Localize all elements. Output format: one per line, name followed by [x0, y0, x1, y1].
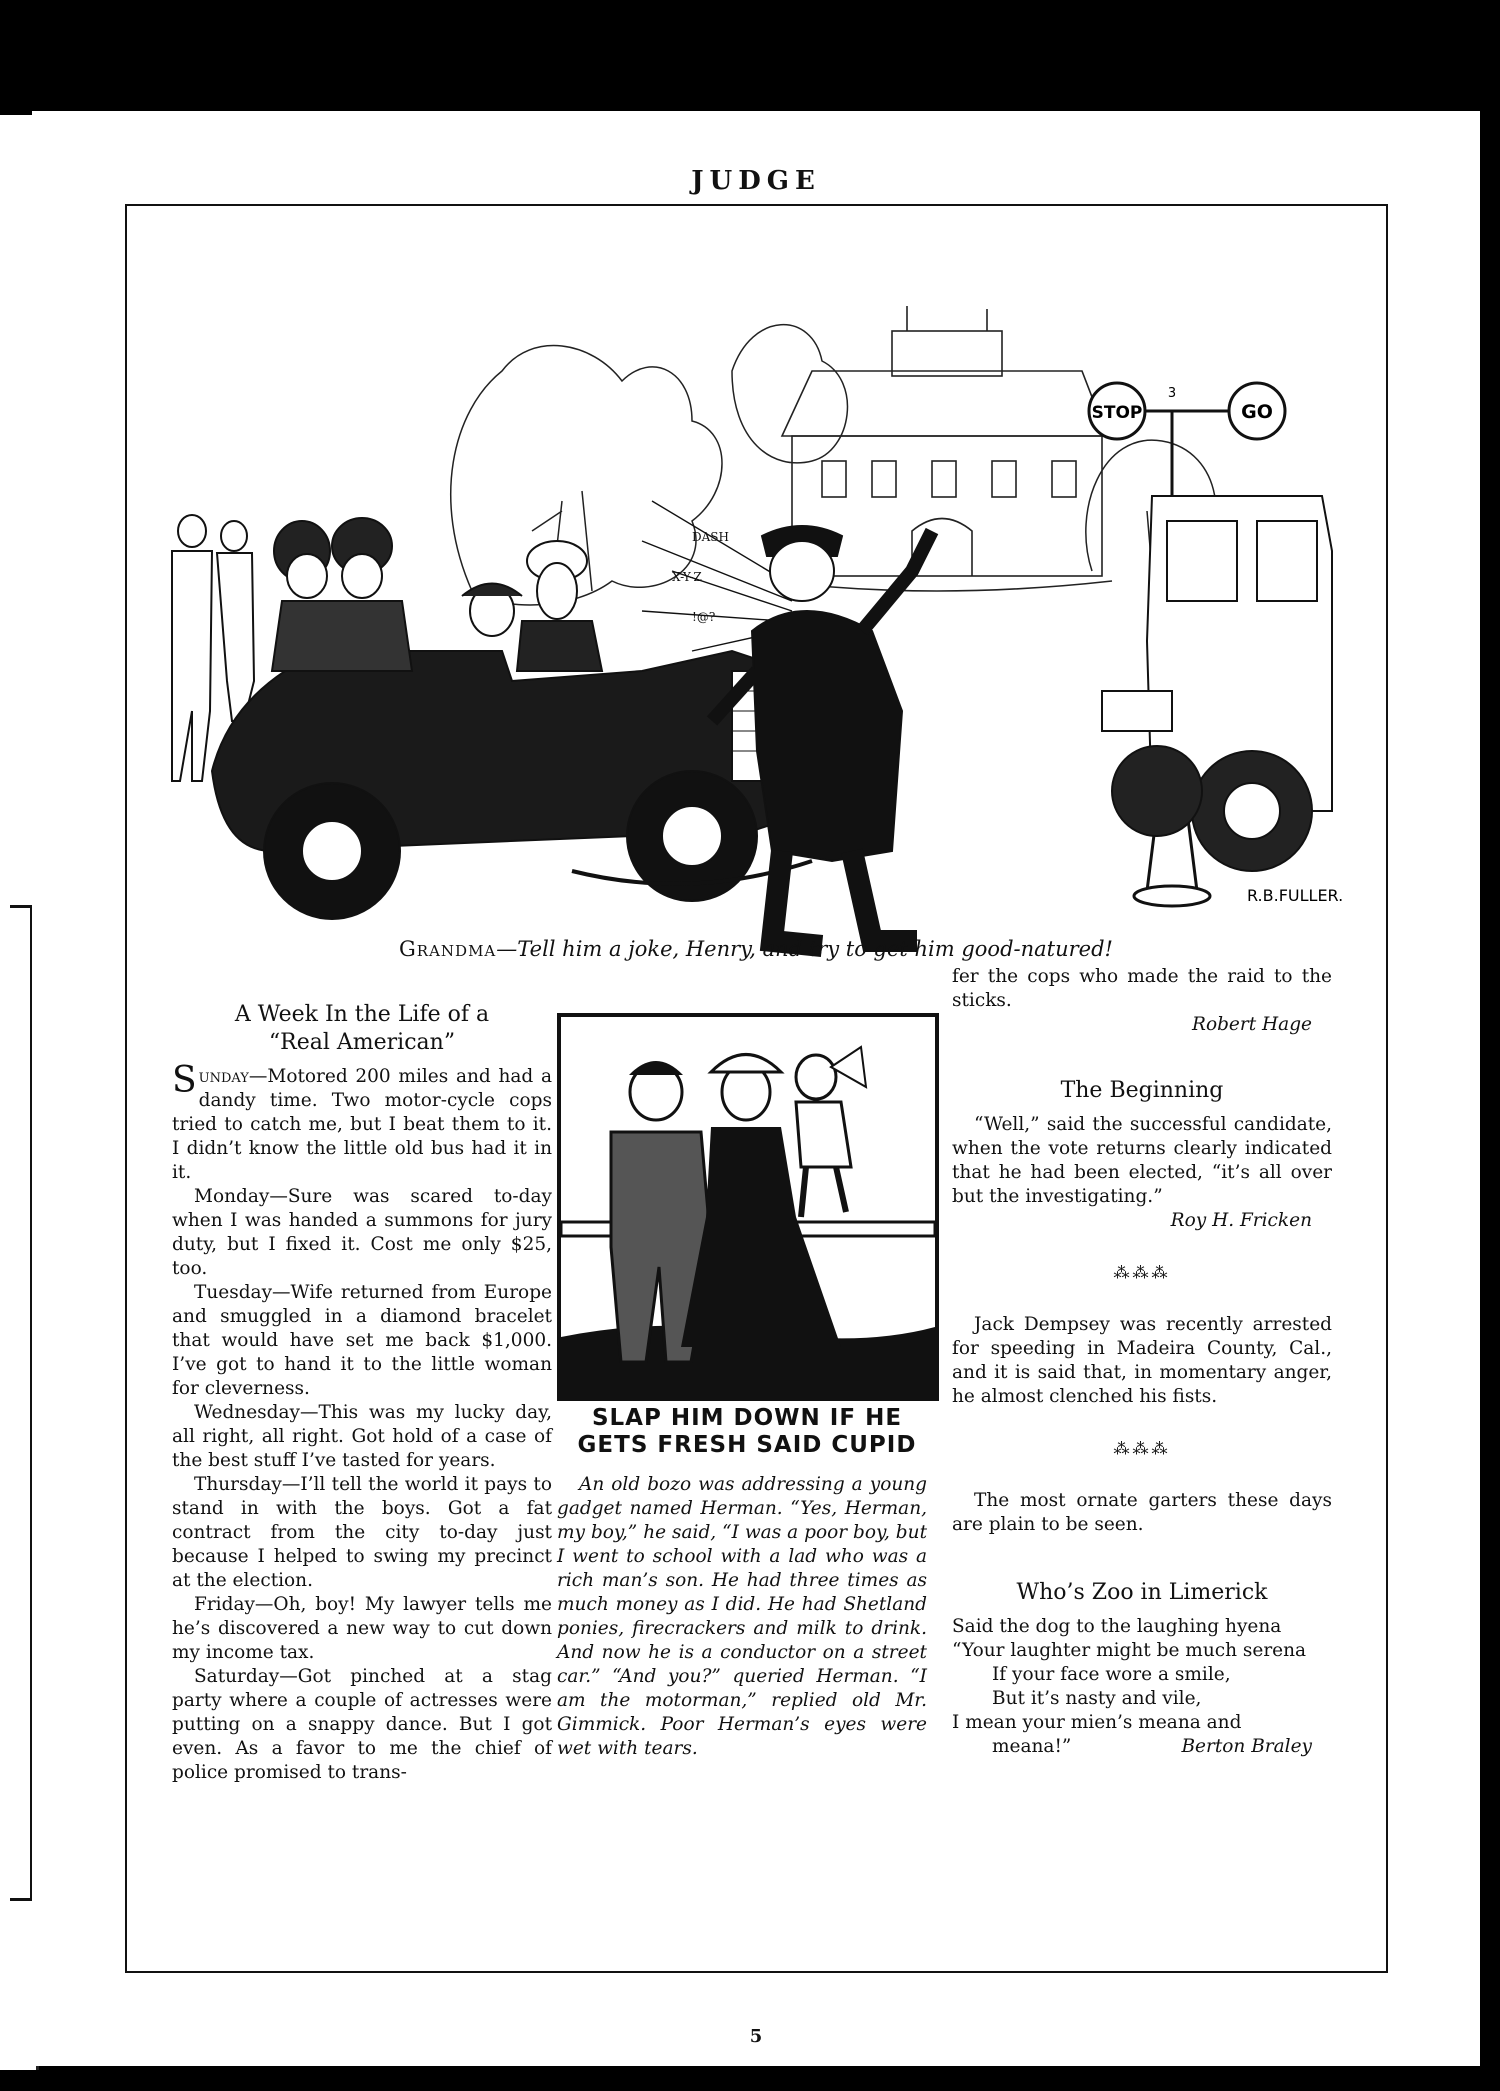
herman-joke [557, 1473, 927, 1761]
article-week-in-life [172, 1001, 552, 1785]
herman-joke-text: An old bozo was addressing a young gadget named Herman. “Yes, Herman, my boy,” he said, “I was a poor boy, but I went to school with a lad who was a rich man’s son. He had three times as much money as I did. He had Shetland ponies, firecrackers and milk to drink. And now he is a conductor on a street car.” “And you?” queried Herman. “I am the motorman,” replied old Mr. Gimmick. Poor Herman’s eyes were wet with tears. [557, 1474, 927, 1759]
right-column [952, 965, 1332, 1759]
author-berton-braley: Berton Braley [1181, 1736, 1312, 1757]
cartoon-caption [32, 937, 1480, 961]
cupid-illustration [557, 1013, 939, 1401]
author-roy-fricken: Roy H. Fricken [1170, 1210, 1312, 1231]
cupid-title-line1: SLAP HIM DOWN IF HE [591, 1405, 903, 1431]
beginning-text: “Well,” said the successful candidate, when the vote returns clearly indicated that he had been elected, “it’s all over but the investigating.” [952, 1114, 1332, 1207]
paragraph-friday: Friday—Oh, boy! My lawyer tells me he’s discovered a new way to cut down my income tax. [172, 1594, 552, 1663]
dempsey-text: Jack Dempsey was recently arrested for speeding in Madeira County, Cal., and it is said that, in momentary anger, he almost clenched his fists. [952, 1314, 1332, 1407]
limerick-line: But it’s nasty and vile, [992, 1688, 1202, 1709]
paragraph-wednesday: Wednesday—This was my lucky day, all right, all right. Got hold of a case of the best stuff I’ve tasted for years. [172, 1402, 552, 1471]
limerick-title: Who’s Zoo in Limerick [1016, 1580, 1268, 1605]
limerick-line: I mean your mien’s meana and [952, 1712, 1242, 1733]
beginning-title: The Beginning [1060, 1078, 1224, 1103]
caption-speaker: Grandma [399, 937, 497, 961]
limerick-poem [952, 1615, 1332, 1759]
sunday-text: —Motored 200 miles and had a dandy time. Two motor-cycle cops tried to catch me, but I beat them to it. I didn’t know the little old bus had it in it. [172, 1066, 552, 1183]
sign-pole-number: 3 [1167, 386, 1177, 401]
magazine-page [32, 111, 1480, 2066]
paragraph-thursday: Thursday—I’ll tell the world it pays to stand in with the boys. Got a fat contract from the city to-day just because I helped to swing my precinct at the election. [172, 1474, 552, 1591]
caption-line: —Tell him a joke, Henry, and try to get him good-natured! [496, 937, 1113, 961]
svg-text:!@?: !@? [692, 610, 716, 624]
sunday-label: unday [198, 1066, 249, 1087]
limerick-line: meana!” [992, 1736, 1072, 1757]
watermark: comicbooks.com [1202, 2036, 1482, 2071]
article-title [172, 1001, 552, 1057]
article-title-line2: “Real American” [268, 1030, 456, 1055]
article-continuation: fer the cops who made the raid to the sticks. [952, 966, 1332, 1011]
paragraph-saturday: Saturday—Got pinched at a stag party where a couple of actresses were putting on a snappy dance. But I got even. As a favor to me the chief of police promised to trans- [172, 1666, 552, 1783]
paragraph-sunday [172, 1060, 552, 1185]
limerick-line: If your face wore a smile, [992, 1664, 1231, 1685]
drop-cap: S [172, 1060, 197, 1101]
ornament-divider: ⁂⁂⁂ [1113, 1263, 1171, 1282]
ornament-divider: ⁂⁂⁂ [1113, 1439, 1171, 1458]
limerick-line: Said the dog to the laughing hyena [952, 1616, 1282, 1637]
go-sign-text: GO [1241, 401, 1273, 423]
garters-text: The most ornate garters these days are plain to be seen. [952, 1490, 1332, 1535]
cupid-title [557, 1405, 937, 1459]
article-title-line1: A Week In the Life of a [234, 1002, 490, 1027]
magazine-title: JUDGE [691, 166, 821, 196]
page-number: 5 [749, 2026, 763, 2047]
limerick-line: “Your laughter might be much serena [952, 1640, 1307, 1661]
cartoon-illustration [172, 251, 1344, 981]
paragraph-tuesday: Tuesday—Wife returned from Europe and smuggled in a diamond bracelet that would have set me back $1,000. I’ve got to hand it to the little woman for cleverness. [172, 1282, 552, 1399]
svg-text:X-Y-Z: X-Y-Z [672, 570, 702, 584]
stop-sign-text: STOP [1091, 403, 1143, 423]
cupid-title-line2: GETS FRESH SAID CUPID [577, 1432, 917, 1458]
artist-signature: R.B.FULLER. [1247, 886, 1344, 905]
author-robert-hage: Robert Hage [1192, 1014, 1312, 1035]
svg-text:DASH: DASH [692, 530, 729, 544]
paragraph-monday: Monday—Sure was scared to-day when I was handed a summons for jury duty, but I fixed it. Cost me only $25, too. [172, 1186, 552, 1279]
